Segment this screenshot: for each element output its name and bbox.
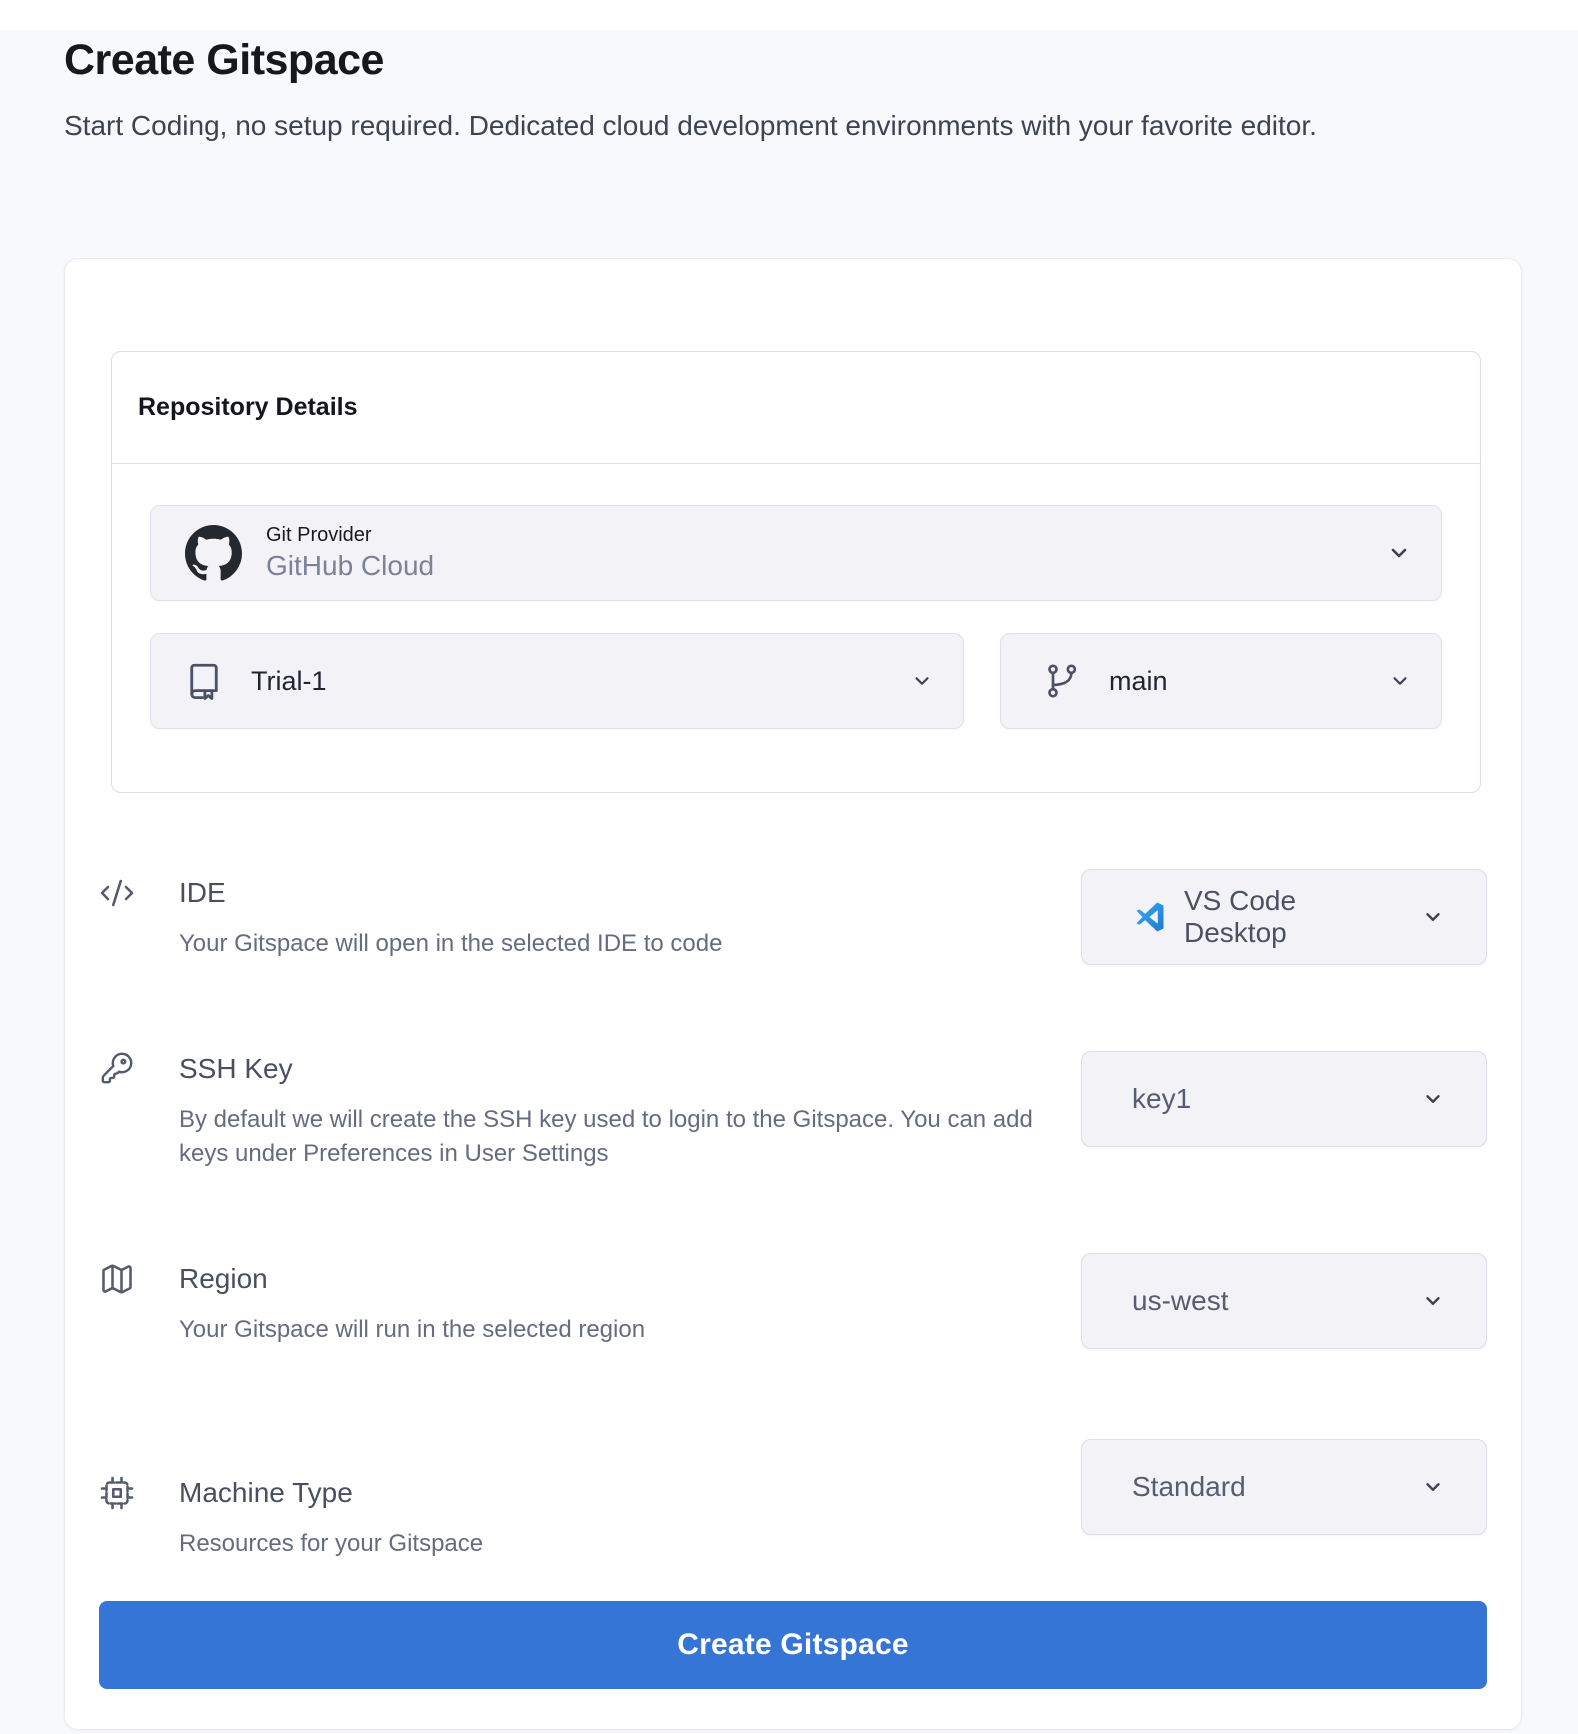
setting-text-ssh-key [179, 1051, 1034, 1171]
setting-row-machine-type [99, 1437, 1487, 1561]
ide-select[interactable] [1081, 869, 1487, 965]
setting-text-machine-type [179, 1475, 483, 1561]
setting-row-region [99, 1249, 1487, 1349]
region-select[interactable] [1081, 1253, 1487, 1349]
ssh-key-value: key1 [1132, 1083, 1192, 1114]
region-description: Your Gitspace will run in the selected region [179, 1316, 646, 1343]
create-gitspace-card [64, 258, 1522, 1730]
machine-type-value: Standard [1132, 1471, 1246, 1502]
git-provider-label: Git Provider [266, 524, 372, 546]
key-icon [99, 1051, 135, 1171]
github-icon [185, 525, 242, 582]
cpu-icon [99, 1475, 135, 1561]
ssh-key-description: By default we will create the SSH key used to login to the Gitspace. You can add keys under Preferences in User Settings [179, 1106, 1033, 1167]
top-strip [0, 0, 1578, 30]
chevron-down-icon [1422, 906, 1444, 928]
machine-type-select[interactable] [1081, 1439, 1487, 1535]
vscode-icon [1132, 899, 1168, 935]
branch-select[interactable] [1000, 633, 1442, 729]
repository-details-section [111, 351, 1481, 793]
setting-row-ide [99, 861, 1487, 965]
create-gitspace-button[interactable]: Create Gitspace [99, 1601, 1487, 1689]
setting-text-ide [179, 875, 722, 961]
chevron-down-icon [911, 670, 933, 692]
page-subtitle: Start Coding, no setup required. Dedicated cloud development environments with your favorite editor. [64, 110, 1317, 141]
region-label: Region [179, 1263, 268, 1294]
chevron-down-icon [1422, 1476, 1444, 1498]
chevron-down-icon [1389, 670, 1411, 692]
git-branch-icon [1043, 661, 1083, 701]
git-provider-select[interactable] [150, 505, 1442, 601]
branch-value: main [1109, 665, 1168, 696]
git-provider-text [266, 523, 1387, 583]
ssh-key-select[interactable] [1081, 1051, 1487, 1147]
setting-text-region [179, 1261, 645, 1347]
machine-type-label: Machine Type [179, 1477, 353, 1508]
chevron-down-icon [1422, 1290, 1444, 1312]
chevron-down-icon [1422, 1088, 1444, 1110]
machine-type-description: Resources for your Gitspace [179, 1530, 484, 1557]
repo-book-icon [183, 660, 225, 702]
ide-value: VS Code Desktop [1184, 885, 1297, 948]
repository-details-header [112, 352, 1480, 464]
repository-details-heading: Repository Details [138, 393, 358, 421]
page-title: Create Gitspace [64, 36, 384, 84]
repository-select[interactable] [150, 633, 964, 729]
ide-label: IDE [179, 877, 226, 908]
repo-branch-row [150, 633, 1442, 729]
git-provider-value: GitHub Cloud [266, 550, 435, 581]
setting-row-ssh-key [99, 1047, 1487, 1171]
code-icon [99, 875, 135, 961]
region-value: us-west [1132, 1285, 1229, 1316]
repository-value: Trial-1 [251, 665, 327, 696]
chevron-down-icon [1387, 541, 1411, 565]
ssh-key-label: SSH Key [179, 1053, 293, 1084]
map-icon [99, 1261, 135, 1347]
ide-description: Your Gitspace will open in the selected IDE to code [179, 930, 723, 957]
